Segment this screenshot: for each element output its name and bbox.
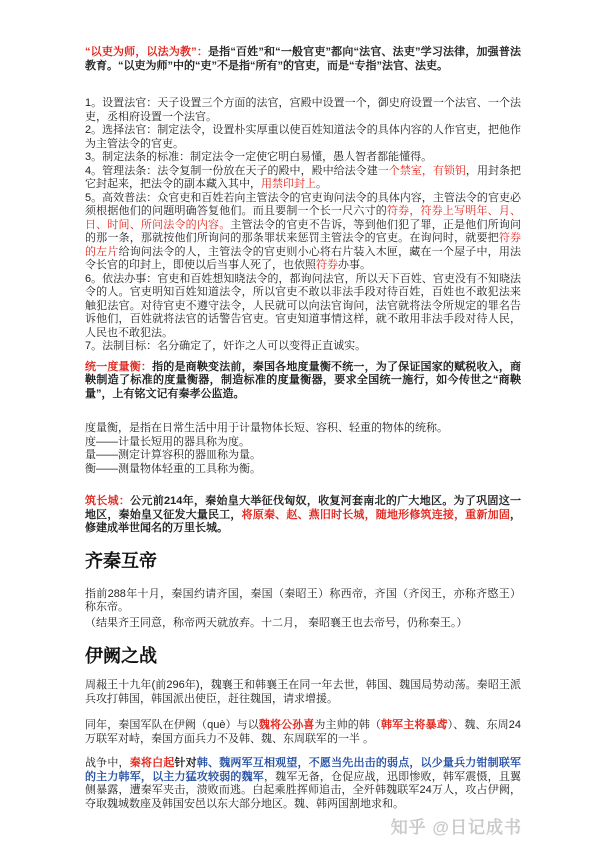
intro-definition-paragraph	[85, 46, 521, 73]
text-run: 4。管理法条：法令复制一份放在天子的殿中，殿中给法令建	[85, 164, 378, 177]
document-content	[85, 46, 521, 811]
text-run: ，修建成举世闻名的万里长城。	[85, 508, 521, 534]
measures-definition-line-2	[85, 436, 521, 450]
red-term: 符券的左片	[85, 232, 522, 258]
text-run: （结果齐王同意，称帝两天就放弃。十二月， 秦昭襄王也去帝号，仍称秦王。）	[85, 616, 468, 629]
text-run: 同年，秦国军队在伊阙（què）与以	[85, 719, 259, 731]
watermark: 知乎 @日记成书	[390, 818, 522, 837]
red-term: 秦将白起	[129, 757, 175, 769]
red-term: 符券	[316, 259, 338, 271]
red-term: 魏将公孙喜	[258, 719, 315, 731]
red-term: 一个禁室，有锁钥	[377, 164, 466, 177]
text-run: 指前288年十月，秦国约请齐国，秦国（秦昭王）称西帝，齐国（齐闵王，亦称齐愍王）称东帝。	[85, 587, 521, 613]
blue-highlight: 韩、魏两军互相观望，不愿当先出击的弱点，以少量兵力钳制联军的主力韩军，以主力猛攻较弱的魏军	[85, 757, 522, 783]
text-run: 7。法制目标：名分确定了，奸诈之人可以变得正直诚实。	[85, 340, 367, 352]
text-run: ，魏军无备，仓促应战，迅即惨败，韩军震慑，且翼侧暴露，遭秦军夹击，溃败而逃。白起乘胜挥师追击，全歼韩魏联军24万人，攻占伊阙，夺取魏城数座及韩国安邑以东大部分地区。魏、韩两国割地求和。	[85, 770, 522, 810]
legal-list-item-4	[85, 165, 521, 192]
text-run: 指的是商鞅变法前，秦国各地度量衡不统一，为了保证国家的赋税收入，商鞅制造了标准的度量衡器，制造标准的度量衡器，要求全国统一施行，如今传世之“商鞅量”，上有铭文记有秦孝公监造。	[85, 360, 522, 400]
text-run: 战争中，	[85, 757, 130, 769]
heading-qi-qin-mutual-emperors	[85, 549, 521, 573]
text-run: 公元前214年，秦始皇大举征伐匈奴，收复河套南北的广大地区。为了巩固这一地区，秦始皇又征发大量民工，	[85, 495, 521, 521]
text-run: 3。制定法条的标准：制定法令一定使它明白易懂，愚人智者都能懂得。	[85, 151, 433, 163]
bold-run: 针对	[174, 757, 197, 769]
red-term: 将原秦、赵、燕旧时长城，随地形修筑连接，重新加固	[241, 508, 510, 521]
red-term: 统一度量衡：	[85, 360, 153, 373]
heading-yique-battle	[85, 644, 521, 668]
text-run: 给询问法令的人，主管法令的官吏则小心将右片装入木匣，藏在一个屋子中，用法令长官的印封上，即使以后当事人死了，也依照	[85, 245, 522, 271]
yique-battle-result-paragraph	[85, 757, 521, 811]
heading-text: 齐秦互帝	[85, 550, 157, 571]
red-term: 符券，符券上写明年、月、日、时间、所问法令的内容。	[85, 205, 522, 231]
legal-list-item-3	[85, 151, 521, 165]
measures-definition-line-4	[85, 463, 521, 477]
yique-background-paragraph	[85, 679, 521, 706]
legal-list-item-2	[85, 124, 521, 151]
red-term: “以吏为师，以法为教”：	[85, 46, 208, 58]
text-run: 度——计量长短用的器具称为度。	[85, 435, 250, 448]
red-term: 韩军主将暴鸢	[381, 719, 448, 731]
legal-list-item-1	[85, 97, 521, 124]
legal-list-item-5	[85, 192, 521, 273]
red-term: 筑长城：	[85, 495, 131, 507]
qi-qin-note-paragraph	[85, 617, 521, 631]
text-run: 1。设置法官：天子设置三个方面的法官，宫殿中设置一个，御史府设置一个法官、一个法吏，丞相府设置一个法官。	[85, 97, 521, 123]
measures-definition-line-1	[85, 422, 521, 436]
text-run: 周赧王十九年(前296年)，魏襄王和韩襄王在同一年去世，韩国、魏国局势动荡。秦昭王派兵攻打韩国，韩国派出使臣，赶往魏国，请求增援。	[85, 679, 521, 705]
measures-definition-line-3	[85, 449, 521, 463]
text-run: 衡——测量物体轻重的工具称为衡。	[85, 462, 261, 475]
text-run: 度量衡，是指在日常生活中用于计量物体长短、容积、轻重的物体的统称。	[85, 422, 448, 434]
text-run: 5。高效普法：众官吏和百姓若向主管法令的官吏询问法令的具体内容，主管法令的官吏必须根据他们的问题明确答复他们。而且要制一个长一尺六寸的	[85, 191, 521, 217]
text-run: 办事。	[338, 259, 371, 271]
text-run: ，用封条把它封起来，把法令的副本藏入其中，	[85, 164, 522, 190]
great-wall-paragraph	[85, 495, 521, 536]
text-run: 2。选择法官：制定法令，设置朴实厚重以使百姓知道法令的具体内容的人作官吏，把他作为主管法令的官吏。	[85, 124, 521, 150]
heading-text: 伊阙之战	[85, 646, 157, 666]
unify-measures-paragraph	[85, 361, 521, 402]
text-run: ）、魏、东周24万联军对峙，秦国方面兵力不及韩、魏、东周联军的一半 。	[85, 719, 522, 745]
text-run: 6。依法办事：官吏和百姓想知晓法令的，都询问法官，所以天下百姓、官吏没有不知晓法令的人。官吏明知百姓知道法令，所以官吏不敢以非法手段对待百姓，百姓也不敢犯法来触犯法官。对待官吏不遵守法令，人民就可以向法官询问，法官就将法令所规定的罪名告诉他们，百姓就将法官的话警告官吏。官吏知道事情这样，就不敢用非法手段对待人民，人民也不敢犯法。	[85, 272, 521, 339]
qi-qin-paragraph	[85, 588, 521, 615]
text-run: 是指“百姓”和“一般官吏”都向“法官、法吏”学习法律，加强普法教育。“以吏为师”中的“吏”不是指“所有”的官吏，而是“专指”法官、法吏。	[85, 46, 521, 72]
red-term: 用禁印封上	[261, 178, 316, 190]
legal-list-item-6	[85, 273, 521, 341]
yique-confrontation-paragraph	[85, 719, 521, 746]
text-run: 量——测定计算容积的器皿称为量。	[85, 449, 261, 461]
text-run: 为主帅的韩（	[314, 719, 382, 731]
legal-list-item-7	[85, 340, 521, 354]
text-run: 主管法令的官吏不告诉，等到他们犯了罪，正是他们所询问的那一条，那就按他们所询问的那条罪状来惩罚主管法令的官吏。在询问时，就要把	[85, 218, 522, 244]
text-run: 。	[316, 178, 327, 190]
